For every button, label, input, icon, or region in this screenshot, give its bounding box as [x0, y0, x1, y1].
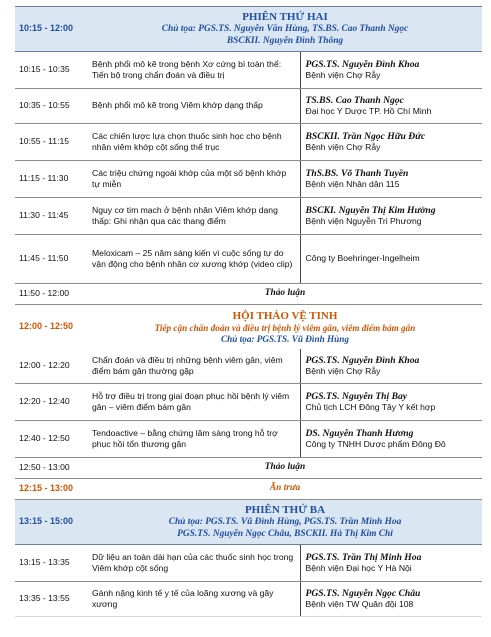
session-chair-line-2: PGS.TS. Nguyễn Ngọc Châu, BSCKII. Hà Thị Kim Chi	[177, 528, 393, 539]
talk-title: Nguy cơ tim mạch ở bệnh nhân Viêm khớp dạng thấp: Ghi nhận qua các thang điểm	[88, 198, 300, 235]
speaker-name: DS. Nguyễn Thanh Hương	[305, 427, 414, 439]
table-row	[15, 198, 482, 235]
speaker-affiliation: Bệnh viện TW Quân đội 108	[305, 599, 414, 609]
table-row	[15, 545, 482, 582]
talk-title: Gánh nặng kinh tế y tế của loãng xương và gãy xương	[88, 582, 300, 617]
speaker-name: PGS.TS. Nguyễn Thị Bay	[305, 390, 408, 402]
row-time: 11:50 - 12:00	[15, 284, 88, 305]
discussion-label: Thảo luận	[88, 284, 482, 305]
session-header-3	[15, 500, 482, 545]
speaker-cell	[300, 421, 482, 458]
satellite-header	[15, 305, 482, 350]
speaker-name: TS.BS. Cao Thanh Ngọc	[305, 94, 404, 106]
lunch-label: Ăn trưa	[88, 479, 482, 500]
row-time: 12:00 - 12:20	[15, 349, 88, 384]
talk-title: Các chiến lược lựa chọn thuốc sinh học cho bệnh nhân viêm khớp cột sống thể trục	[88, 124, 300, 161]
speaker-affiliation: Bệnh viện Nguyễn Tri Phương	[305, 216, 422, 226]
speaker-cell	[300, 545, 482, 582]
session-title: PHIÊN THỨ HAI	[242, 10, 328, 23]
row-time: 12:50 - 13:00	[15, 458, 88, 479]
speaker-name: ThS.BS. Võ Thanh Tuyền	[305, 167, 409, 179]
speaker-name: BSCKII. Trần Ngọc Hữu Đức	[305, 130, 426, 142]
talk-title: Dữ liệu an toàn dài hạn của các thuốc sinh học trong Viêm khớp cột sống	[88, 545, 300, 582]
row-time: 10:35 - 10:55	[15, 89, 88, 124]
speaker-cell	[300, 89, 482, 124]
satellite-chair: Chủ tọa: PGS.TS. Vũ Đình Hùng	[221, 333, 349, 344]
discussion-label: Thảo luận	[88, 458, 482, 479]
speaker-cell	[300, 52, 482, 89]
speaker-cell	[300, 384, 482, 421]
row-time: 13:35 - 13:55	[15, 582, 88, 617]
row-time: 10:15 - 10:35	[15, 52, 88, 89]
talk-title: Các triệu chứng ngoài khớp của một số bệnh khớp tự miễn	[88, 161, 300, 198]
table-row	[15, 582, 482, 617]
session-time: 13:15 - 15:00	[15, 500, 88, 545]
talk-title: Chẩn đoán và điều trị những bệnh viêm gân, viêm điểm bám gân thường gặp	[88, 349, 300, 384]
talk-title: Bệnh phổi mô kẽ trong bệnh Xơ cứng bì toàn thể: Tiến bộ trong chẩn đoán và điều trị	[88, 52, 300, 89]
speaker-affiliation: Bệnh viện Chợ Rẫy	[305, 70, 381, 80]
table-row	[15, 89, 482, 124]
lunch-row	[15, 479, 482, 500]
session-title: PHIÊN THỨ BA	[244, 503, 326, 516]
satellite-title: HỘI THẢO VỆ TINH	[232, 309, 338, 322]
speaker-name: PGS.TS. Nguyễn Đình Khoa	[305, 58, 420, 70]
table-row	[15, 235, 482, 284]
talk-title: Meloxicam – 25 năm sáng kiến vì cuộc sống tự do vận động cho bệnh nhân cơ xương khớp (video clip)	[88, 235, 300, 284]
speaker-name: PGS.TS. Nguyễn Ngọc Châu	[305, 587, 421, 599]
row-time: 13:15 - 13:35	[15, 545, 88, 582]
table-row	[15, 161, 482, 198]
speaker-name: PGS.TS. Trần Thị Minh Hoa	[305, 551, 422, 563]
speaker-affiliation: Bệnh viện Nhân dân 115	[305, 179, 400, 189]
discussion-row	[15, 284, 482, 305]
talk-title: Tendoactive – bằng chứng lâm sàng trong hỗ trợ phục hồi tổn thương gân	[88, 421, 300, 458]
table-row	[15, 349, 482, 384]
speaker-affiliation: Bệnh viện Chợ Rẫy	[305, 142, 381, 152]
speaker-affiliation: Đại học Y Dược TP. Hồ Chí Minh	[305, 106, 432, 116]
speaker-name: PGS.TS. Nguyễn Đình Khoa	[305, 354, 420, 366]
speaker-cell	[300, 582, 482, 617]
session-info	[88, 500, 482, 545]
session-header-2	[15, 7, 482, 52]
speaker-cell	[300, 124, 482, 161]
row-time: 12:20 - 12:40	[15, 384, 88, 421]
session-info	[88, 7, 482, 52]
speaker-cell	[300, 349, 482, 384]
table-row	[15, 384, 482, 421]
speaker-affiliation: Công ty Boehringer-Ingelheim	[305, 253, 420, 264]
discussion-row	[15, 458, 482, 479]
program-table	[15, 6, 482, 617]
row-time: 11:30 - 11:45	[15, 198, 88, 235]
satellite-time: 12:00 - 12:50	[15, 305, 88, 350]
speaker-cell	[300, 161, 482, 198]
session-time: 10:15 - 12:00	[15, 7, 88, 52]
session-chair-line-1: Chủ tọa: PGS.TS. Nguyễn Văn Hùng, TS.BS. Cao Thanh Ngọc	[161, 23, 409, 34]
speaker-affiliation: Bệnh viện Chợ Rẫy	[305, 366, 381, 376]
lunch-time: 12:15 - 13:00	[15, 479, 88, 500]
speaker-affiliation: Công ty TNHH Dược phẩm Đông Đô	[305, 439, 446, 449]
table-row	[15, 421, 482, 458]
satellite-info	[88, 305, 482, 350]
speaker-name: BSCKI. Nguyễn Thị Kim Hường	[305, 204, 436, 216]
row-time: 11:15 - 11:30	[15, 161, 88, 198]
table-row	[15, 124, 482, 161]
row-time: 11:45 - 11:50	[15, 235, 88, 284]
speaker-affiliation: Chủ tịch LCH Đông Tây Y kết hợp	[305, 402, 436, 412]
session-chair-line-1: Chủ tọa: PGS.TS. Vũ Đình Hùng, PGS.TS. Trần Minh Hoa	[168, 516, 402, 527]
talk-title: Bệnh phổi mô kẽ trong Viêm khớp dạng thấp	[88, 89, 300, 124]
speaker-affiliation: Bệnh viện Đại học Y Hà Nội	[305, 563, 412, 573]
row-time: 10:55 - 11:15	[15, 124, 88, 161]
row-time: 12:40 - 12:50	[15, 421, 88, 458]
speaker-cell	[300, 235, 482, 284]
table-row	[15, 52, 482, 89]
satellite-subtitle: Tiếp cận chẩn đoán và điều trị bệnh lý viêm gân, viêm điểm bám gân	[154, 322, 416, 333]
talk-title: Hỗ trợ điều trị trong giai đoạn phục hồi bệnh lý viêm gân – viêm điểm bám gân	[88, 384, 300, 421]
speaker-cell	[300, 198, 482, 235]
session-chair-line-2: BSCKII. Nguyễn Đình Thông	[226, 35, 344, 46]
